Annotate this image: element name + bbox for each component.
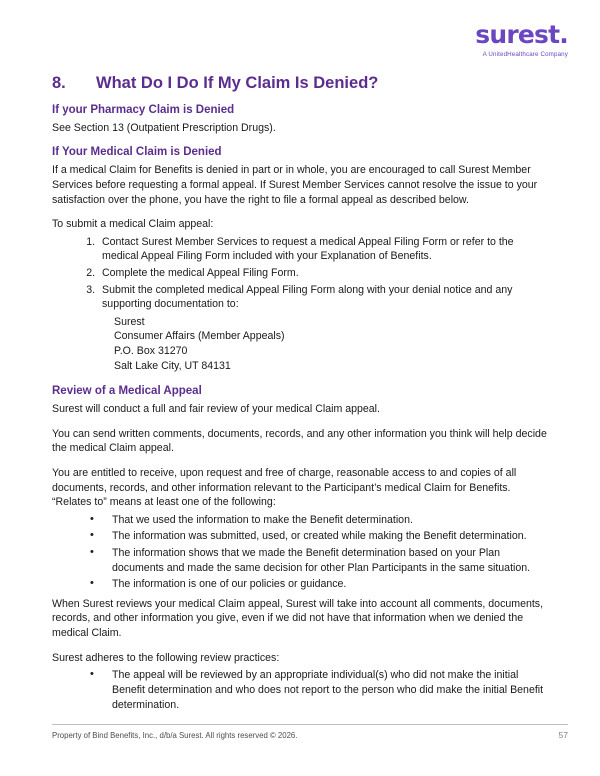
list-relates-to	[52, 513, 552, 592]
footer-copyright: Property of Bind Benefits, Inc., d/b/a Surest. All rights reserved © 2026.	[52, 731, 298, 740]
list-item: • The information is one of our policies or guidance.	[90, 577, 552, 592]
paragraph-submit-lead: To submit a medical Claim appeal:	[52, 218, 214, 231]
page-title	[52, 74, 552, 94]
page-footer	[52, 724, 568, 740]
heading-medical-claim-denied: If Your Medical Claim is Denied	[52, 146, 222, 159]
logo-tagline: A UnitedHealthcare Company	[482, 51, 568, 58]
footer-page-number: 57	[558, 730, 568, 740]
list-appeal-steps	[52, 235, 552, 312]
list-item: • The information shows that we made the Benefit determination based on your Plan documents and made the same decision for other Plan Participants in the same situation.	[90, 546, 552, 575]
address-line: Consumer Affairs (Member Appeals)	[114, 330, 285, 343]
list-item: 3. Submit the completed medical Appeal Filing Form along with your denial notice and any supporting documentation to:	[98, 283, 552, 312]
list-review-practices	[52, 668, 552, 712]
appeals-mailing-address	[52, 315, 552, 373]
section-title-text: What Do I Do If My Claim Is Denied?	[96, 74, 379, 92]
heading-pharmacy-claim-denied: If your Pharmacy Claim is Denied	[52, 103, 235, 116]
surest-logo	[475, 22, 568, 58]
heading-review-medical-appeal: Review of a Medical Appeal	[52, 385, 202, 398]
paragraph-review-3: You are entitled to receive, upon request and free of charge, reasonable access to and copies of all documents, records, and other information relevant to the Participant’s medical Claim for Benefits. “Relates to” means at least one of the following:	[52, 466, 517, 509]
list-item: • The appeal will be reviewed by an appropriate individual(s) who did not make the initial Benefit determination and who does not report to the person who did make the initial Benefit determination.	[90, 668, 552, 712]
address-line: P.O. Box 31270	[114, 344, 188, 357]
address-line: Salt Lake City, UT 84131	[114, 359, 231, 372]
paragraph-medical-intro: If a medical Claim for Benefits is denied in part or in whole, you are encouraged to call Surest Member Services before requesting a formal appeal. If Surest Member Services cannot resolve the issue to your satisfaction over the phone, you have the right to file a formal appeal as described below.	[52, 164, 538, 206]
paragraph-pharmacy-body: See Section 13 (Outpatient Prescription Drugs).	[52, 121, 276, 134]
document-content	[52, 74, 552, 717]
list-item: 1. Contact Surest Member Services to request a medical Appeal Filing Form or refer to the medical Appeal Filing Form included with your Explanation of Benefits.	[98, 235, 552, 264]
paragraph-practices-lead: Surest adheres to the following review practices:	[52, 651, 280, 664]
list-item: • The information was submitted, used, or created while making the Benefit determination.	[90, 529, 552, 544]
address-line: Surest	[114, 315, 145, 328]
paragraph-review-1: Surest will conduct a full and fair review of your medical Claim appeal.	[52, 403, 380, 416]
paragraph-review-2: You can send written comments, documents, records, and any other information you think will help decide the medical Claim appeal.	[52, 427, 547, 455]
logo-wordmark: surest.	[475, 20, 568, 49]
paragraph-review-4: When Surest reviews your medical Claim appeal, Surest will take into account all comments, documents, records, and other information you give, even if we did not have that information when we denied the medical Claim.	[52, 597, 544, 640]
list-item: • That we used the information to make the Benefit determination.	[90, 513, 552, 528]
list-item: 2. Complete the medical Appeal Filing Form.	[98, 266, 552, 281]
section-number: 8.	[52, 74, 66, 92]
